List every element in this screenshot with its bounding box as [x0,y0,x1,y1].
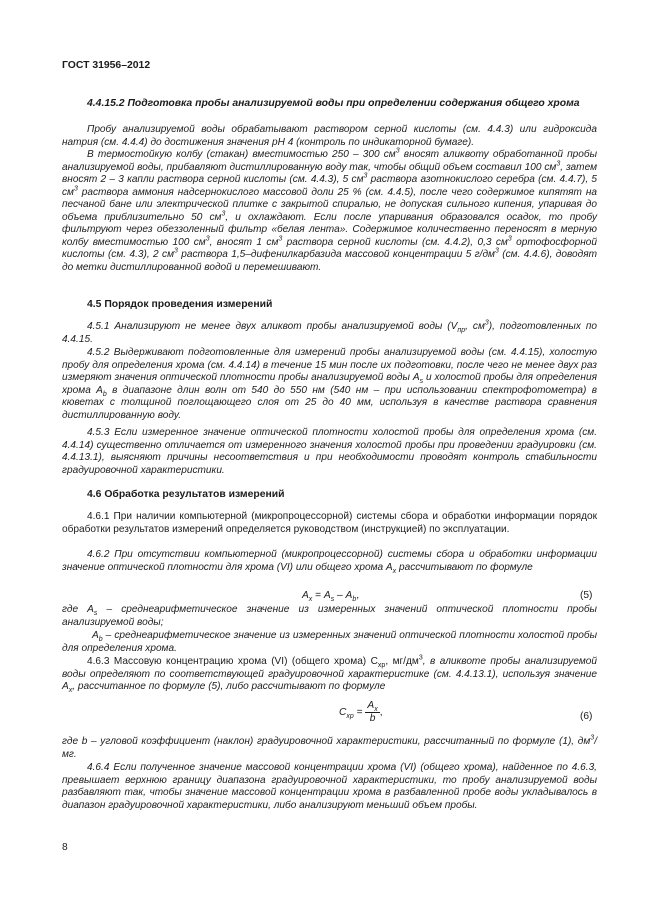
page-number: 8 [62,842,68,853]
section-title-4-5: 4.5 Порядок проведения измерений [87,299,273,310]
paragraph-4-4-15-2-b: В термостойкую колбу (стакан) вместимостью 250 – 300 $см^3$ вносят аликвоту обработанной пробы анализируемой воды, прибавляют дистиллированную воду так, чтобы общий объем составил 100 $см^3$, затем вносят 2 – 3 капли раствора серной кислоты (см. 4.4.3), 5 $см^3$ раствора азотнокислого серебра (см. 4.4.7), 5 $см^3$ раствора аммония надсернокислого массовой доли 25 % (см. 4.4.5), после чего содержимое кипятят на песчаной бане или электрической плитке с закрытой спиралью, не допуская сильного кипения, упаривая до объема приблизительно 50 $см^3$, и охлаждают. Если после упаривания образовался осадок, то пробу фильтруют через обеззоленный фильтр «белая лента». Содержимое количественно переносят в мерную колбу вместимостью 100 $см^3$, вносят 1 $см^3$ раствора серной кислоты (см. 4.4.2), 0,3 $см^3$ ортофосфорной кислоты (см. 4.3), 2 $см^3$ раствора 1,5–дифенилкарбазида массовой концентрации 5 $г/дм^3$ (см. 4.4.6), доводят до метки дистиллированной водой и перемешивают. [62,147,598,273]
section-title-4-4-15-2: 4.4.15.2 Подготовка пробы анализируемой воды при определении содержания общего хрома [87,98,580,109]
paragraph-4-5-1: 4.5.1 Анализируют не менее двух аликвот пробы анализируемой воды ($V_{пр}$, $см^3$), подготовленных по 4.4.15. [62,319,597,345]
standard-header: ГОСТ 31956–2012 [62,60,151,71]
paragraph-4-5-2: 4.5.2 Выдерживают подготовленные для измерений пробы анализируемой воды (см. 4.4.15), холостую пробу для определения хрома (см. 4.4.14) в течение 15 мин после их подготовки, после чего не менее двух раз измеряют значения оптической плотности пробы анализируемой воды $A_s$ и холостой пробы для определения хрома $A_b$ в диапазоне длин волн от 540 до 550 нм (540 нм – при использовании спектрофотометра) в кюветах с толщиной поглощающего слоя от 25 до 40 мм, используя в качестве раствора сравнения дистиллированную воду. [62,347,597,421]
equation-5-where-as: где $A_s$ – среднеарифметическое значение из измеренных значений оптической плотности пробы анализируемой воды; [62,604,597,628]
equation-5: $A_x = A_s - A_b$, [302,590,360,604]
equation-5-where-ab: $A_b$ – среднеарифметическое значение из измеренных значений оптической плотности холостой пробы для определения хрома. [62,630,597,654]
paragraph-4-6-2: 4.6.2 При отсутствии компьютерной (микропроцессорной) системы сбора и обработки информации значение оптической плотности для хрома (VI) или общего хрома $A_x$ рассчитывают по формуле [62,549,597,575]
paragraph-4-5-3: 4.5.3 Если измеренное значение оптической плотности холостой пробы для определения хрома (см. 4.4.14) существенно отличается от измеренного значения холостой пробы при проведении градуировки (см. 4.4.13.1), выясняют причины несоответствия и при необходимости проводят контроль стабильности градуировочной характеристики. [62,427,597,476]
paragraph-4-6-3: 4.6.3 Массовую концентрацию хрома (VI) (общего хрома) $C_{хр}$, $мг/дм^3$, в аликвоте пробы анализируемой воды определяют по соответствующей градуировочной характеристике (см. 4.4.13.1), используя значение $A_x$, рассчитанное по формуле (5), либо рассчитывают по формуле [62,654,597,695]
equation-6-where-b: где b – угловой коэффициент (наклон) градуировочной характеристики, рассчитанный по формуле (1), $дм^3/мг$. [62,734,597,760]
equation-6-fraction: $\frac{A_x}{b}$ [367,700,378,724]
section-title-4-6: 4.6 Обработка результатов измерений [87,489,285,500]
equation-6: $C_{хр}$ = $\frac{A_x}{b}$ , [339,700,383,724]
paragraph-4-6-1: 4.6.1 При наличии компьютерной (микропроцессорной) системы сбора и обработки информации порядок обработки результатов измерений определяется руководством (инструкцией) по эксплуатации. [62,511,597,535]
equation-5-number: (5) [580,590,593,601]
paragraph-4-4-15-2-a: Пробу анализируемой воды обрабатывают раствором серной кислоты (см. 4.4.3) или гидроксида натрия (см. 4.4.4) до достижения значения pH 4 (контроль по индикаторной бумаге). [62,124,597,148]
equation-6-number: (6) [580,711,593,722]
paragraph-4-6-4: 4.6.4 Если полученное значение массовой концентрации хрома (VI) (общего хрома), найденное по 4.6.3, превышает верхнюю границу диапазона градуировочной характеристики, то пробу анализируемой воды разбавляют так, чтобы значение массовой концентрации хрома в разбавленной пробе воды укладывалось в диапазон градуировочной характеристики, либо анализируют меньший объем пробы. [62,762,597,811]
